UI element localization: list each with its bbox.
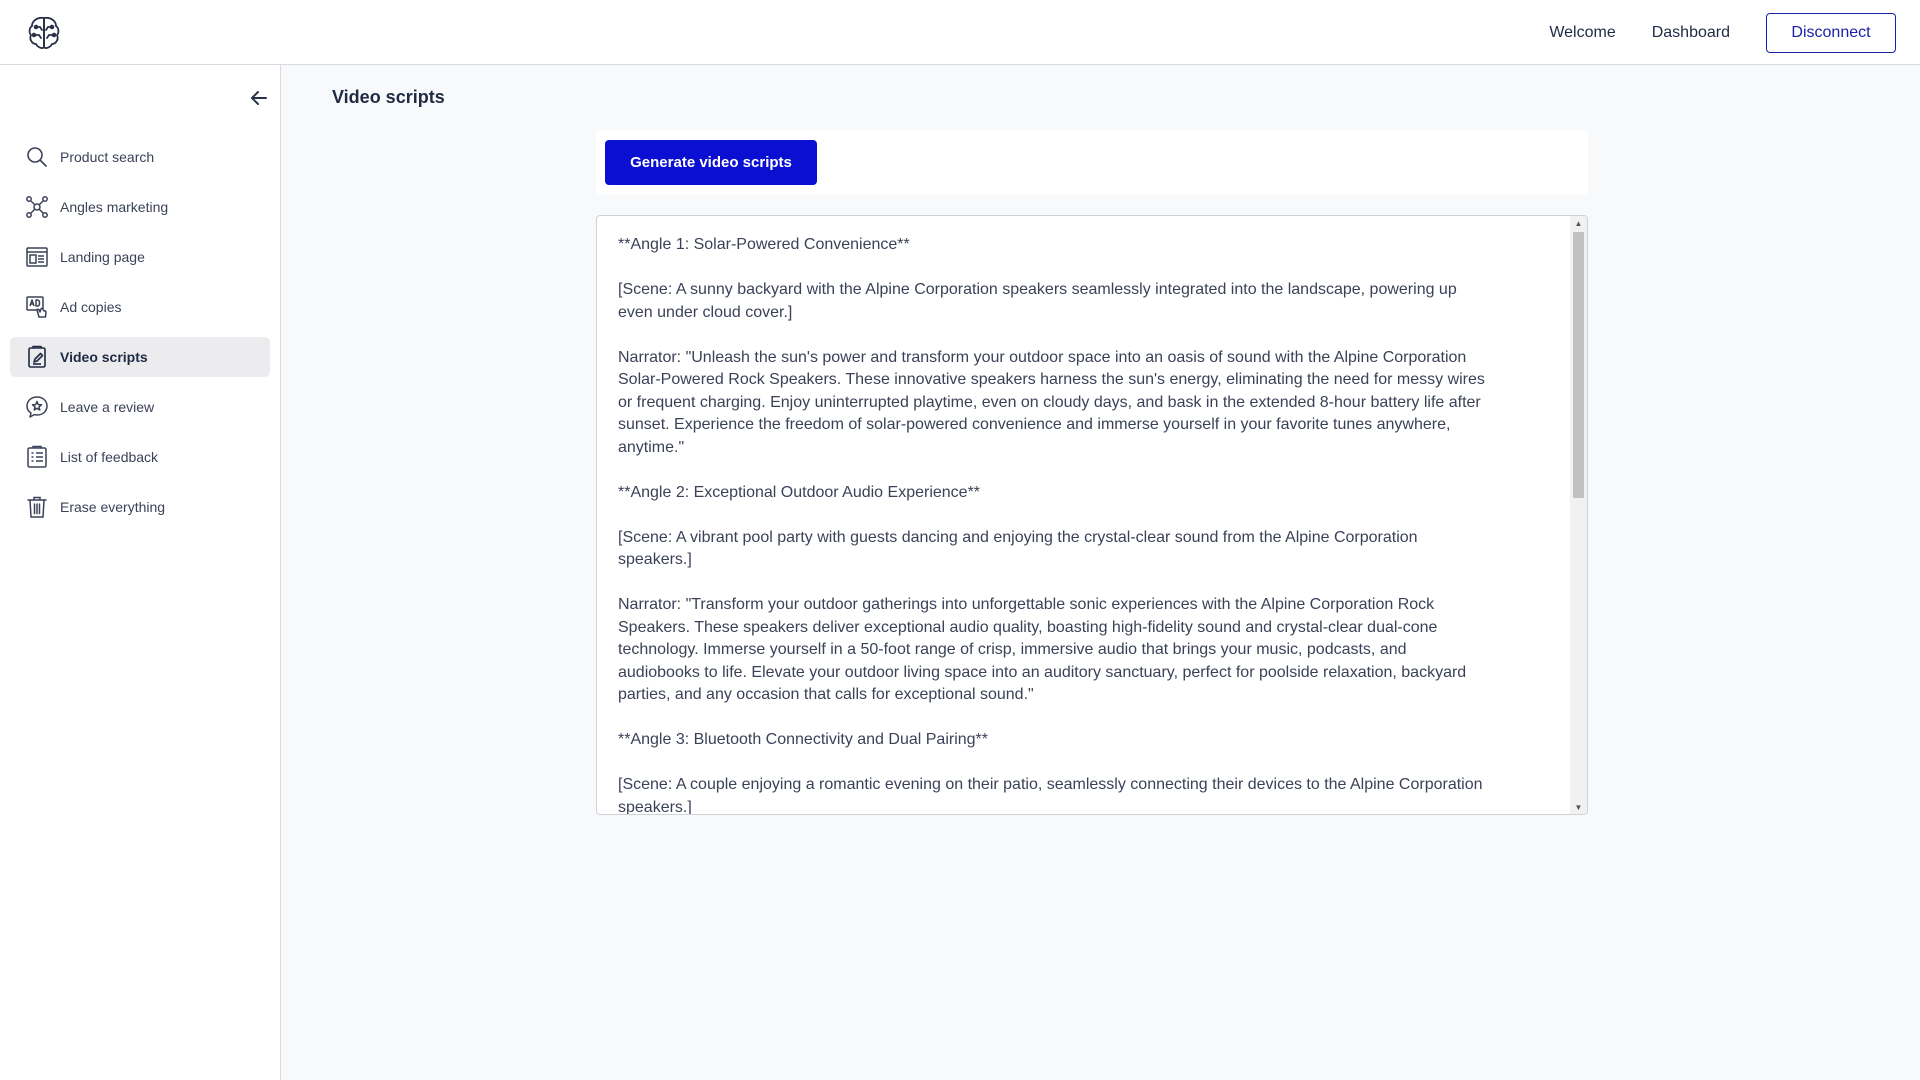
trash-icon xyxy=(25,495,49,519)
sidebar-item-label: Video scripts xyxy=(60,349,148,365)
script-icon xyxy=(25,345,49,369)
scroll-down-arrow-icon[interactable]: ▼ xyxy=(1574,802,1583,812)
sidebar-item-label: List of feedback xyxy=(60,449,159,465)
sidebar-item-landing-page[interactable] xyxy=(10,237,270,277)
sidebar-item-list-of-feedback[interactable] xyxy=(10,437,270,477)
scrollbar[interactable] xyxy=(1570,216,1587,814)
sidebar-item-angles-marketing[interactable] xyxy=(10,187,270,227)
sidebar-item-leave-a-review[interactable] xyxy=(10,387,270,427)
network-icon xyxy=(25,195,49,219)
sidebar-item-label: Erase everything xyxy=(60,499,166,515)
sidebar-item-label: Product search xyxy=(60,149,155,165)
star-icon xyxy=(25,395,49,419)
nav-dashboard-link[interactable]: Dashboard xyxy=(1651,24,1730,41)
checklist-icon xyxy=(25,445,49,469)
page-title: Video scripts xyxy=(332,87,445,107)
generate-video-scripts-button[interactable]: Generate video scripts xyxy=(605,140,817,185)
scroll-up-arrow-icon[interactable]: ▲ xyxy=(1574,218,1583,228)
nav-welcome-link[interactable]: Welcome xyxy=(1549,24,1616,41)
sidebar-item-ad-copies[interactable] xyxy=(10,287,270,327)
toolbar-card xyxy=(596,130,1588,194)
sidebar-item-label: Ad copies xyxy=(60,299,122,315)
sidebar-item-video-scripts[interactable] xyxy=(10,337,270,377)
layout-icon xyxy=(25,245,49,269)
brain-logo-icon[interactable] xyxy=(24,13,64,53)
sidebar-item-label: Landing page xyxy=(60,249,145,265)
video-script-text: **Angle 1: Solar-Powered Convenience** [Scene: A sunny backyard with the Alpine Corporation speakers seamlessly integrated into the landscape, powering up even under cloud cover.] Narrator: "Unleash the sun's power and transform your outdoor space into an oasis of sound with the Alpine Corporation Solar-Powered Rock Speakers. These innovative speakers harness the sun's energy, eliminating the need for messy wires or frequent charging. Enjoy uninterrupted playtime, even on cloudy days, and bask in the extended 8-hour battery life after sunset. Experience the freedom of solar-powered convenience and immerse yourself in your favorite tunes anywhere, anytime." **Angle 2: Exceptional Outdoor Audio Experience** [Scene: A vibrant pool party with guests dancing and enjoying the crystal-clear sound from the Alpine Corporation speakers.] Narrator: "Transform your outdoor gatherings into unforgettable sonic experiences with the Alpine Corporation Rock Speakers. These speakers deliver exceptional audio quality, boasting high-fidelity sound and crystal-clear dual-cone technology. Immerse yourself in a 50-foot range of crisp, immersive audio that brings your music, podcasts, and audiobooks to life. Elevate your outdoor living space into an auditory sanctuary, perfect for poolside relaxation, backyard parties, and any occasion that calls for exceptional sound." **Angle 3: Bluetooth Connectivity and Dual Pairing** [Scene: A couple enjoying a romantic evening on their patio, seamlessly connecting their devices to the Alpine Corporation speakers.] xyxy=(618,236,1485,815)
sidebar-item-product-search[interactable] xyxy=(10,137,270,177)
arrow-left-icon[interactable] xyxy=(246,85,272,111)
top-navbar xyxy=(0,0,1920,65)
ad-icon xyxy=(25,295,49,319)
sidebar-item-label: Angles marketing xyxy=(60,199,169,215)
sidebar xyxy=(0,65,281,1080)
sidebar-item-erase-everything[interactable] xyxy=(10,487,270,527)
sidebar-menu xyxy=(10,137,270,537)
sidebar-item-label: Leave a review xyxy=(60,399,155,415)
nav-links xyxy=(1549,13,1896,53)
search-icon xyxy=(25,145,49,169)
video-script-output[interactable] xyxy=(596,215,1588,815)
scroll-thumb[interactable] xyxy=(1573,232,1584,498)
disconnect-button[interactable]: Disconnect xyxy=(1766,13,1896,53)
